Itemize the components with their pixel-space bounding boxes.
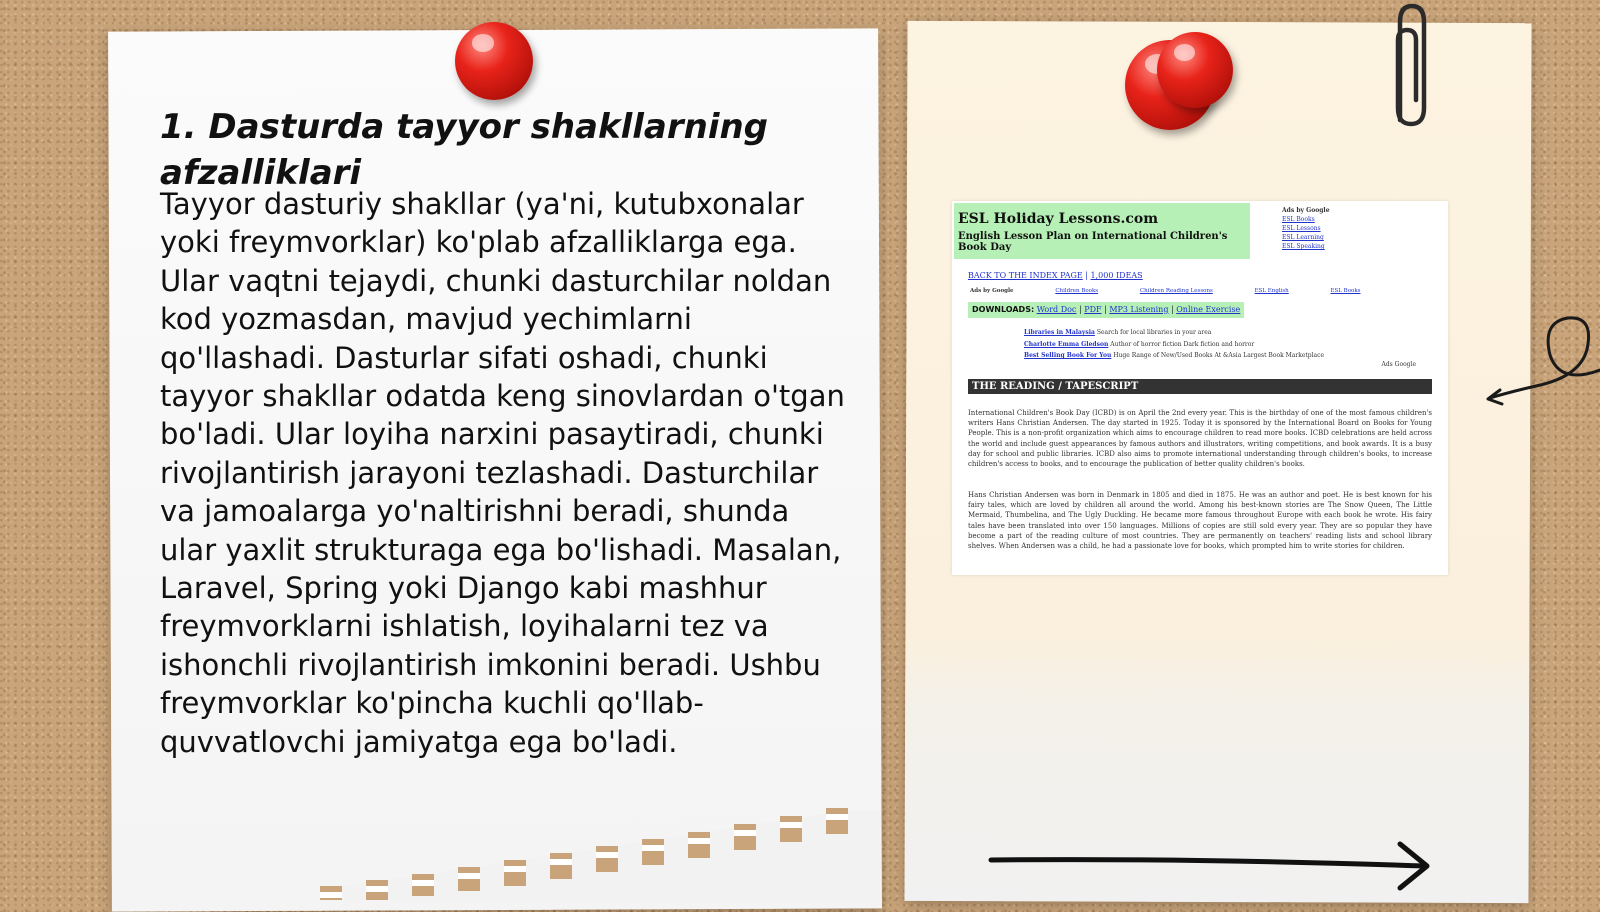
push-pin-icon xyxy=(1157,32,1233,108)
swirl-arrow-icon xyxy=(1480,310,1600,410)
ads-label: Ads by Google xyxy=(970,288,1014,294)
push-pin-icon xyxy=(455,22,533,100)
torn-edge-tabs xyxy=(320,800,880,900)
back-to-index-link[interactable]: BACK TO THE INDEX PAGE xyxy=(968,271,1083,280)
reading-paragraph: Hans Christian Andersen was born in Denmark in 1805 and died in 1875. He was an author and poet. He is best known for his fairy tales, which are loved by children all around the world. Among his best-known stories are The Snow Queen, The Little Mermaid, Thumbelina, and The Ugly Duckling. He became more famous throughout Europe with each book he wrote. His fairy tales have been translated into over 150 languages. Millions of copies are still sold every year. They are so popular they have become a part of the reading culture of most countries. They are permanently on teachers' reading lists and school library shelves. When Andersen was a child, he had a passionate love for books, which prompted him to write stories for children. xyxy=(968,491,1432,551)
sponsored-links xyxy=(1024,327,1424,362)
sponsored-text: Author of horror fiction Dark fiction and horror xyxy=(1110,340,1255,348)
sponsored-link[interactable]: Libraries in Malaysia xyxy=(1024,329,1095,336)
download-word-link[interactable]: Word Doc xyxy=(1036,305,1077,314)
ads-label: Ads by Google xyxy=(1282,207,1330,214)
ad-link[interactable]: Children Reading Lessons xyxy=(1139,288,1213,294)
ad-link[interactable]: ESL Books xyxy=(1282,216,1315,223)
download-pdf-link[interactable]: PDF xyxy=(1084,305,1102,314)
download-mp3-link[interactable]: MP3 Listening xyxy=(1109,305,1169,314)
online-exercise-link[interactable]: Online Exercise xyxy=(1176,305,1241,314)
downloads-label: DOWNLOADS: xyxy=(972,305,1035,314)
ad-link[interactable]: ESL Lessons xyxy=(1282,225,1321,232)
sponsored-link[interactable]: Best Selling Book For You xyxy=(1024,352,1112,359)
esl-website-screenshot xyxy=(952,201,1448,575)
ad-link[interactable]: ESL Books xyxy=(1330,288,1361,294)
sponsored-item xyxy=(1024,327,1424,339)
esl-header-banner xyxy=(954,203,1250,259)
ideas-link[interactable]: 1,000 IDEAS xyxy=(1090,271,1143,280)
esl-nav-links xyxy=(968,271,1143,280)
ad-link[interactable]: ESL Speaking xyxy=(1282,243,1325,250)
ad-link[interactable]: ESL English xyxy=(1254,288,1289,294)
slide-title: 1. Dasturda tayyor shakllarning afzalliklari xyxy=(160,107,769,193)
reading-paragraph: International Children's Book Day (ICBD) is on April the 2nd every year. This is the birthday of one of the most famous children's writers Hans Christian Andersen. The day started in 1925. Today it is sponsored by the International Board on Books for Young People. This is a non-profit organization which aims to encourage children to read more books. ICBD celebrations are held across the world and include guest appearances by famous authors and illustrators, writing competitions, and book awards. It is a busy day for school and public libraries. ICBD also aims to promote international understanding through children's books, to increase children's access to books, and to encourage the publication of better quality children's books. xyxy=(968,409,1432,469)
reading-heading: THE READING / TAPESCRIPT xyxy=(968,379,1432,394)
nav-separator: | xyxy=(1085,271,1088,280)
sponsored-link[interactable]: Charlotte Emma Gledson xyxy=(1024,340,1109,348)
slide-body-text: Tayyor dasturiy shakllar (ya'ni, kutubxonalar yoki freymvorklar) ko'plab afzalliklarga ega. Ular vaqtni tejaydi, chunki dasturchilar noldan kod yozmasdan, mavjud yechimlarni qo'llashadi. Dasturlar sifati oshadi, chunki tayyor shakllar odatda keng sinovlardan o'tgan bo'ladi. Ular loyiha narxini pasaytiradi, chunki rivojlantirish jarayoni tezlashadi. Dasturchilar va jamoalarga yo'naltirishni beradi, shunda ular yaxlit strukturaga ega bo'lishadi. Masalan, Laravel, Spring yoki Django kabi mashhur freymvorklarni ishlatish, loyihalarni tez va ishonchli rivojlantirish imkonini beradi. Ushbu freymvorklar ko'pincha kuchli qo'llab-quvvatlovchi jamiyatga ega bo'ladi. xyxy=(160,187,845,759)
esl-site-title: ESL Holiday Lessons.com xyxy=(958,211,1159,227)
esl-ads-box xyxy=(1282,207,1330,250)
sponsored-item xyxy=(1024,350,1424,362)
sponsored-text: Search for local libraries in your area xyxy=(1096,329,1212,336)
arrow-right-icon xyxy=(985,838,1445,898)
ads-google-label: Ads Google xyxy=(1381,361,1416,368)
ad-link[interactable]: ESL Learning xyxy=(1282,234,1324,241)
esl-ads-row xyxy=(970,288,1430,294)
sponsored-text: Huge Range of New/Used Books At &Asia Largest Book Marketplace xyxy=(1113,352,1325,359)
ad-link[interactable]: Children Books xyxy=(1055,288,1099,294)
esl-lesson-subtitle: English Lesson Plan on International Children's Book Day xyxy=(958,231,1228,253)
downloads-bar: DOWNLOADS: Word Doc | PDF | MP3 Listening | Online Exercise xyxy=(968,302,1244,318)
sponsored-item xyxy=(1024,339,1424,351)
paper-clip-icon xyxy=(1380,0,1430,130)
